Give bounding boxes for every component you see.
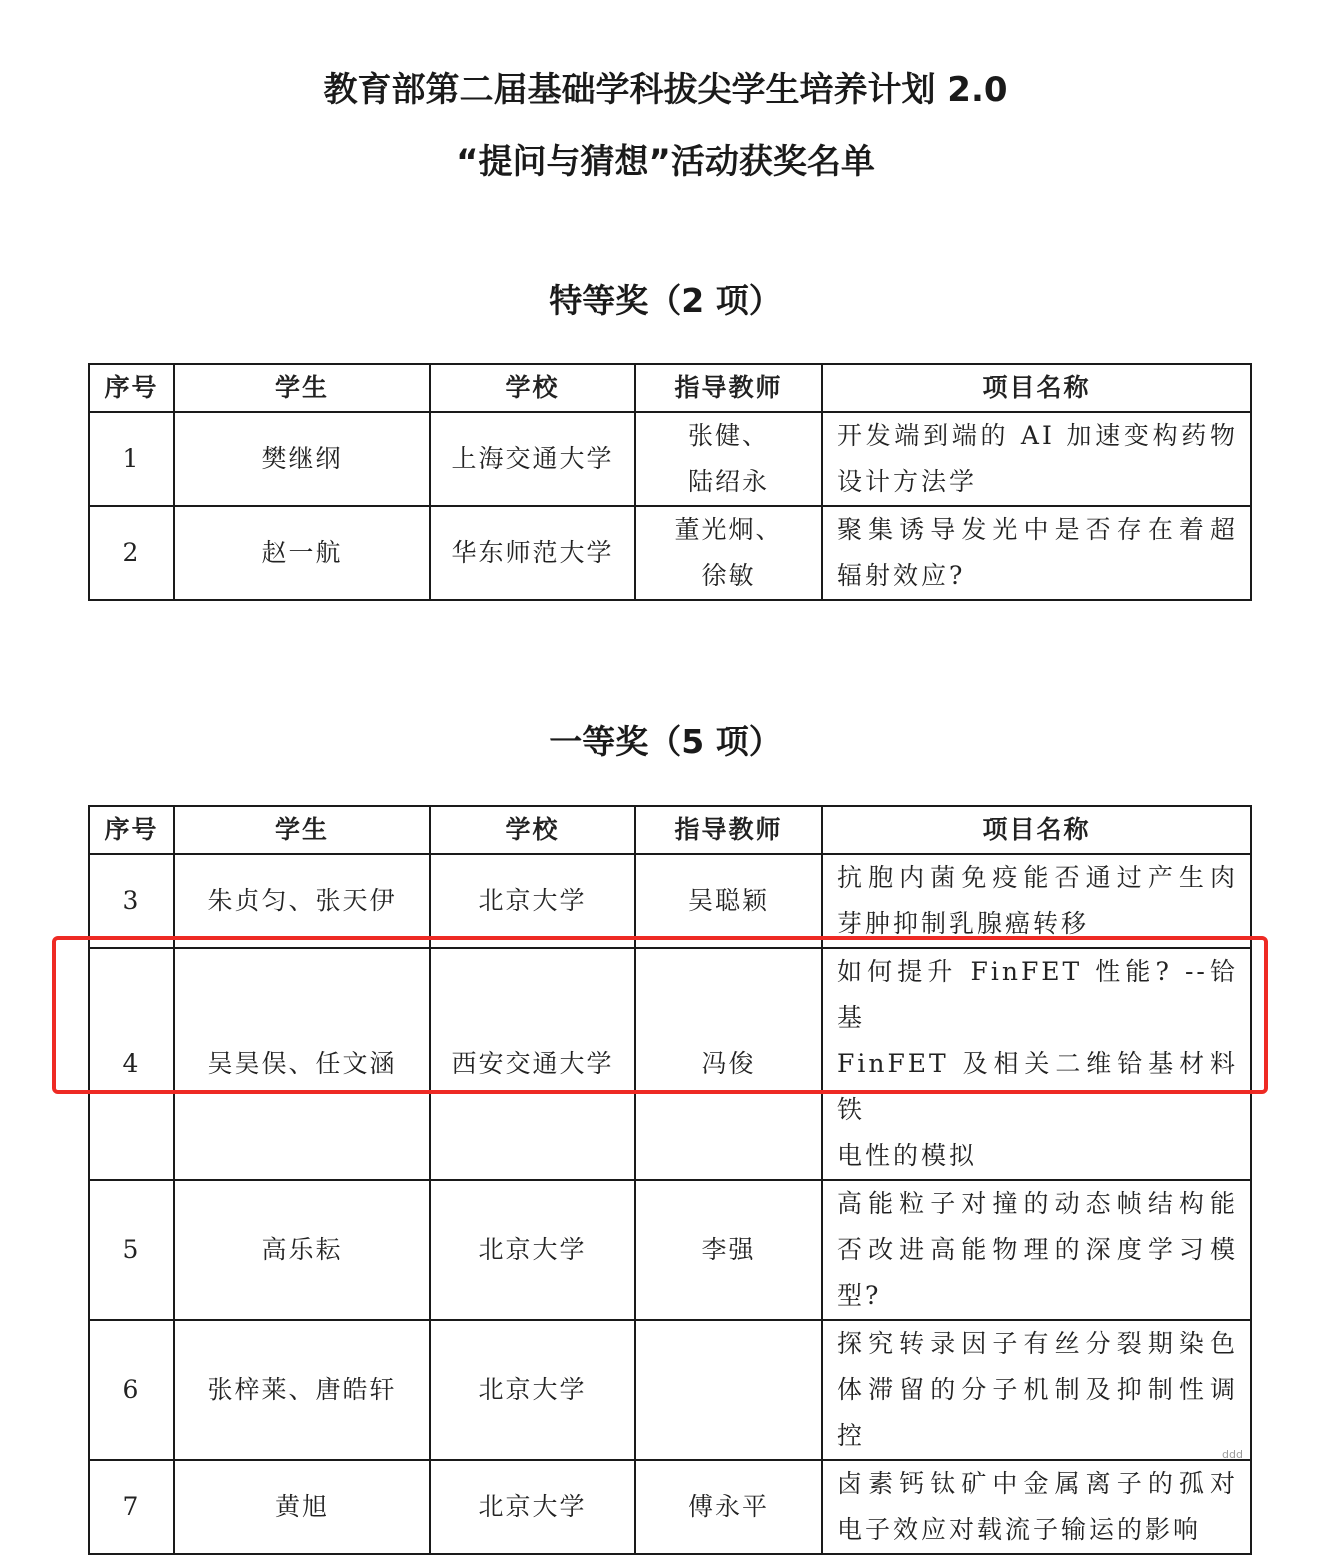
school-cell: 上海交通大学 [430,412,635,506]
project-cell [822,854,1251,948]
teacher-cell [635,1320,822,1460]
column-header-school: 学校 [430,806,635,854]
teacher-cell [635,506,822,600]
project-line: 如何提升 FinFET 性能? --铪基 [837,957,1238,1032]
project-line: 电子效应对载流子输运的影响 [837,1515,1202,1544]
table-row [89,506,1251,600]
table-row [89,948,1251,1180]
teacher-line: 吴聪颖 [687,886,769,915]
watermark: ddd [1222,1448,1243,1461]
teacher-cell [635,948,822,1180]
table-row [89,854,1251,948]
table-row [89,1320,1251,1460]
project-line: FinFET 及相关二维铪基材料铁 [837,1049,1238,1124]
row-number: 2 [89,506,174,600]
teacher-line: 冯俊 [701,1049,756,1078]
project-line: 体滞留的分子机制及抑制性调 [837,1375,1238,1404]
teacher-cell [635,1180,822,1320]
project-line: 聚集诱导发光中是否存在着超 [837,515,1238,544]
project-line: 控 [837,1421,866,1450]
table-row [89,412,1251,506]
student-cell: 黄旭 [174,1460,430,1554]
column-header-school: 学校 [430,364,635,412]
column-header-project: 项目名称 [822,364,1251,412]
special-prize-table [88,363,1252,601]
project-cell [822,1180,1251,1320]
teacher-line: 张健、 [687,421,769,450]
row-number: 3 [89,854,174,948]
teacher-cell [635,1460,822,1554]
student-cell: 张梓莱、唐皓轩 [174,1320,430,1460]
school-cell: 华东师范大学 [430,506,635,600]
student-cell: 樊继纲 [174,412,430,506]
teacher-line: 董光炯、 [674,515,783,544]
teacher-line: 李强 [701,1235,756,1264]
project-line: 芽肿抑制乳腺癌转移 [837,909,1090,938]
project-cell [822,948,1251,1180]
project-cell [822,1320,1251,1460]
teacher-cell [635,854,822,948]
teacher-cell [635,412,822,506]
project-line: 辐射效应? [837,561,966,590]
section-title-first-prize: 一等奖（5 项） [549,722,782,761]
project-cell [822,412,1251,506]
student-cell: 赵一航 [174,506,430,600]
table-row [89,1460,1251,1554]
teacher-line: 徐敏 [701,561,756,590]
school-cell: 北京大学 [430,1460,635,1554]
project-cell [822,506,1251,600]
project-cell [822,1460,1251,1554]
row-number: 7 [89,1460,174,1554]
school-cell: 西安交通大学 [430,948,635,1180]
school-cell: 北京大学 [430,1320,635,1460]
teacher-line: 傅永平 [687,1492,769,1521]
school-cell: 北京大学 [430,854,635,948]
column-header-teacher: 指导教师 [635,364,822,412]
row-number: 6 [89,1320,174,1460]
project-line: 电性的模拟 [837,1141,978,1170]
project-line: 抗胞内菌免疫能否通过产生肉 [837,863,1238,892]
project-line: 设计方法学 [837,467,978,496]
document-title: 教育部第二届基础学科拔尖学生培养计划 2.0 [323,70,1008,110]
student-cell: 高乐耘 [174,1180,430,1320]
row-number: 4 [89,948,174,1180]
table-row [89,1180,1251,1320]
project-line: 否改进高能物理的深度学习模 [837,1235,1238,1264]
school-cell: 北京大学 [430,1180,635,1320]
project-line: 开发端到端的 AI 加速变构药物 [837,421,1238,450]
column-header-teacher: 指导教师 [635,806,822,854]
section-title-special-prize: 特等奖（2 项） [549,281,782,320]
column-header-no: 序号 [89,364,174,412]
project-line: 探究转录因子有丝分裂期染色 [837,1329,1238,1358]
column-header-student: 学生 [174,806,430,854]
document-subtitle: “提问与猜想”活动获奖名单 [456,142,875,182]
teacher-line: 陆绍永 [687,467,769,496]
column-header-no: 序号 [89,806,174,854]
table-header-row [89,806,1251,854]
column-header-project: 项目名称 [822,806,1251,854]
student-cell: 吴昊俣、任文涵 [174,948,430,1180]
column-header-student: 学生 [174,364,430,412]
project-line: 型? [837,1281,882,1310]
project-line: 卤素钙钛矿中金属离子的孤对 [837,1469,1238,1498]
student-cell: 朱贞匀、张天伊 [174,854,430,948]
project-line: 高能粒子对撞的动态帧结构能 [837,1189,1238,1218]
row-number: 5 [89,1180,174,1320]
first-prize-table [88,805,1252,1555]
table-header-row [89,364,1251,412]
row-number: 1 [89,412,174,506]
